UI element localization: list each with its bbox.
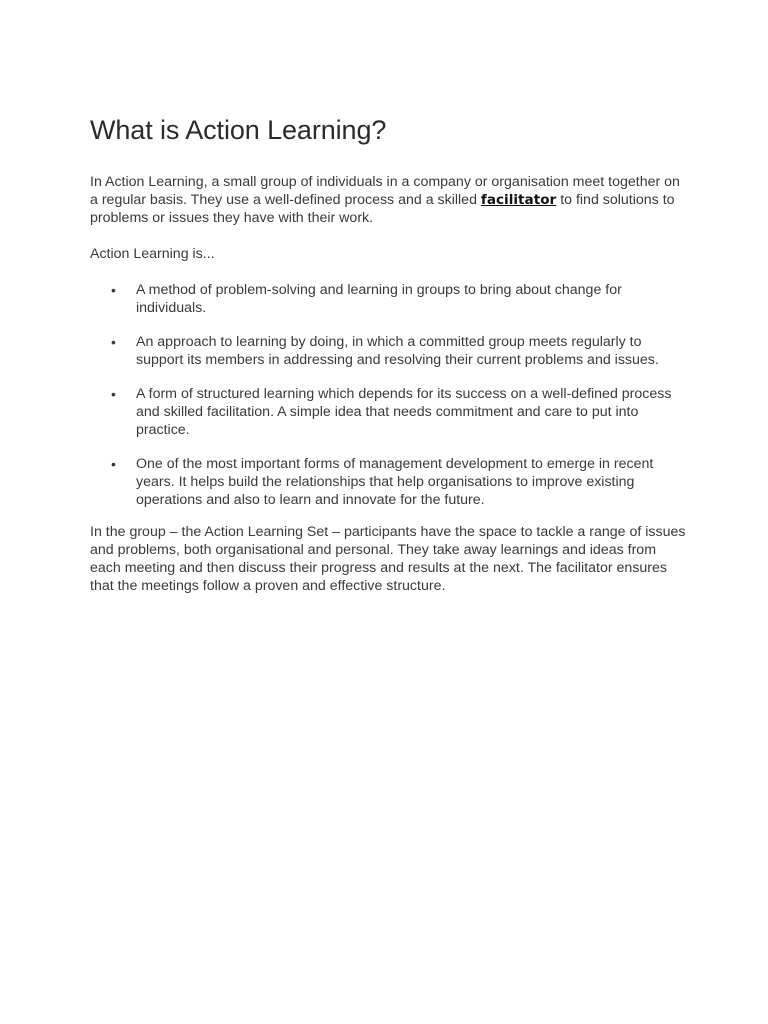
definition-list bbox=[90, 281, 686, 509]
list-item-text: A method of problem-solving and learning in groups to bring about change for individuals. bbox=[136, 282, 622, 316]
list-item bbox=[90, 281, 686, 317]
facilitator-link[interactable]: facilitator bbox=[480, 192, 557, 208]
list-item bbox=[90, 385, 686, 439]
page-title: What is Action Learning? bbox=[90, 115, 387, 145]
intro-text-after-link: to find solutions to problems or issues they have with their work. bbox=[90, 192, 675, 226]
list-item-text: An approach to learning by doing, in which a committed group meets regularly to support its members in addressing and resolving their current problems and issues. bbox=[136, 334, 659, 368]
bullet-icon: • bbox=[111, 334, 116, 350]
bullet-icon: • bbox=[111, 282, 116, 298]
bullet-icon: • bbox=[111, 456, 116, 472]
list-item-text: One of the most important forms of management development to emerge in recent years. It helps build the relationships that help organisations to improve existing operations and also to learn and innovate for the future. bbox=[136, 456, 654, 508]
document-page bbox=[90, 112, 686, 613]
closing-paragraph: In the group – the Action Learning Set – participants have the space to tackle a range of issues and problems, both organisational and personal. They take away learnings and ideas from each meeting and then discuss their progress and results at the next. The facilitator ensures that the meetings follow a proven and effective structure. bbox=[90, 524, 686, 594]
bullet-icon: • bbox=[111, 386, 116, 402]
list-item bbox=[90, 455, 686, 509]
list-item-text: A form of structured learning which depends for its success on a well-defined process and skilled facilitation. A simple idea that needs commitment and care to put into practice. bbox=[136, 386, 672, 438]
intro-text-before-link: In Action Learning, a small group of individuals in a company or organisation meet together on a regular basis. They use a well-defined process and a skilled bbox=[90, 174, 680, 208]
list-item bbox=[90, 333, 686, 369]
intro-paragraph bbox=[90, 173, 686, 227]
list-intro: Action Learning is... bbox=[90, 246, 215, 262]
